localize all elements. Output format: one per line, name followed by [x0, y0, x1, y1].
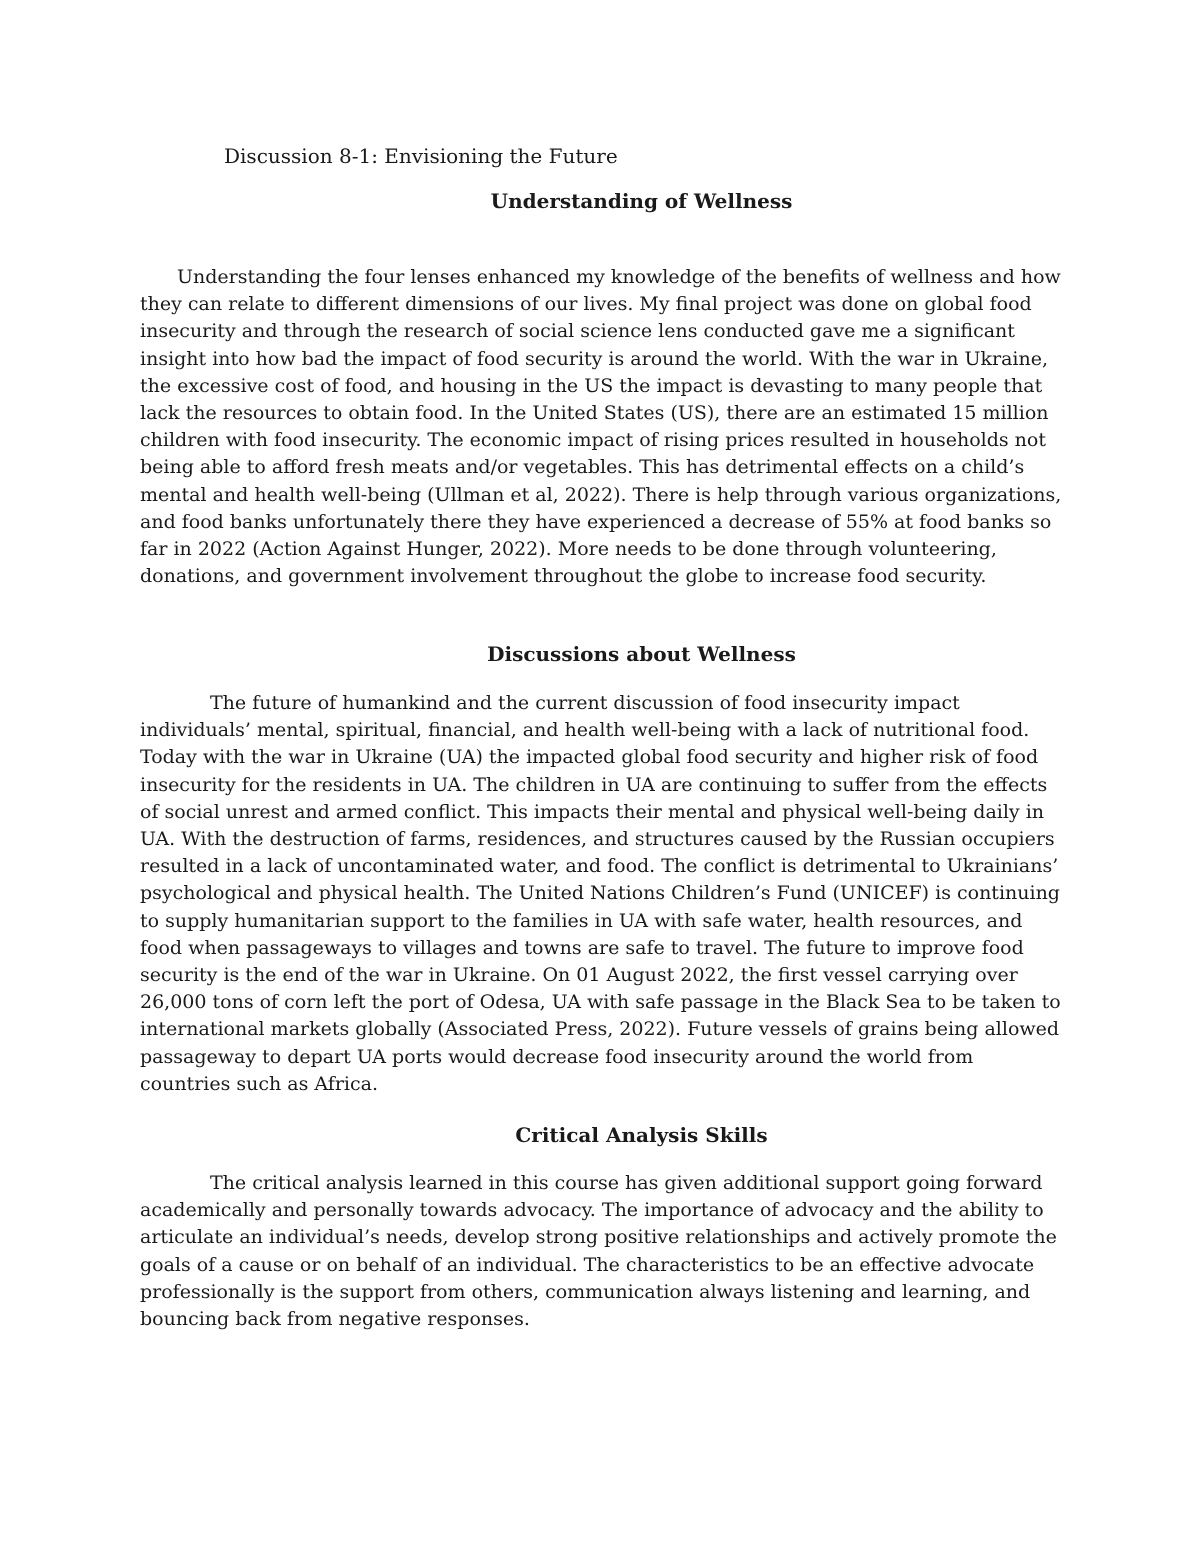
- document-title: Discussion 8-1: Envisioning the Future: [224, 144, 618, 168]
- section-heading-critical-analysis-skills: Critical Analysis Skills: [515, 1123, 768, 1147]
- section-paragraph-understanding-of-wellness: Understanding the four lenses enhanced my knowledge of the benefits of wellness and how they can relate to different dimensions of our lives. My final project was done on global food insecurity and through the research of social science lens conducted gave me a significant insight into how bad the impact of food security is around the world. With the war in Ukraine, the excessive cost of food, and housing in the US the impact is devasting to many people that lack the resources to obtain food. In the United States (US), there are an estimated 15 million children with food insecurity. The economic impact of rising prices resulted in households not being able to afford fresh meats and/or vegetables. This has detrimental effects on a child’s mental and health well-being (Ullman et al, 2022). There is help through various organizations, and food banks unfortunately there they have experienced a decrease of 55% at food banks so far in 2022 (Action Against Hunger, 2022). More needs to be done through volunteering, donations, and government involvement throughout the globe to increase food security.: [140, 266, 1062, 588]
- section-heading-understanding-of-wellness: Understanding of Wellness: [490, 189, 793, 213]
- section-paragraph-discussions-about-wellness: The future of humankind and the current discussion of food insecurity impact individuals’ mental, spiritual, financial, and health well-being with a lack of nutritional food. Today with the war in Ukraine (UA) the impacted global food security and higher risk of food insecurity for the residents in UA. The children in UA are continuing to suffer from the effects of social unrest and armed conflict. This impacts their mental and physical well-being daily in UA. With the destruction of farms, residences, and structures caused by the Russian occupiers resulted in a lack of uncontaminated water, and food. The conflict is detrimental to Ukrainians’ psychological and physical health. The United Nations Children’s Fund (UNICEF) is continuing to supply humanitarian support to the families in UA with safe water, health resources, and food when passageways to villages and towns are safe to travel. The future to improve food security is the end of the war in Ukraine. On 01 August 2022, the first vessel carrying over 26,000 tons of corn left the port of Odesa, UA with safe passage in the Black Sea to be taken to international markets globally (Associated Press, 2022). Future vessels of grains being allowed passageway to depart UA ports would decrease food insecurity around the world from countries such as Africa.: [140, 692, 1061, 1095]
- section-paragraph-critical-analysis-skills: The critical analysis learned in this course has given additional support going forward academically and personally towards advocacy. The importance of advocacy and the ability to articulate an individual’s needs, develop strong positive relationships and actively promote the goals of a cause or on behalf of an individual. The characteristics to be an effective advocate professionally is the support from others, communication always listening and learning, and bouncing back from negative responses.: [140, 1172, 1057, 1331]
- section-heading-discussions-about-wellness: Discussions about Wellness: [487, 642, 796, 666]
